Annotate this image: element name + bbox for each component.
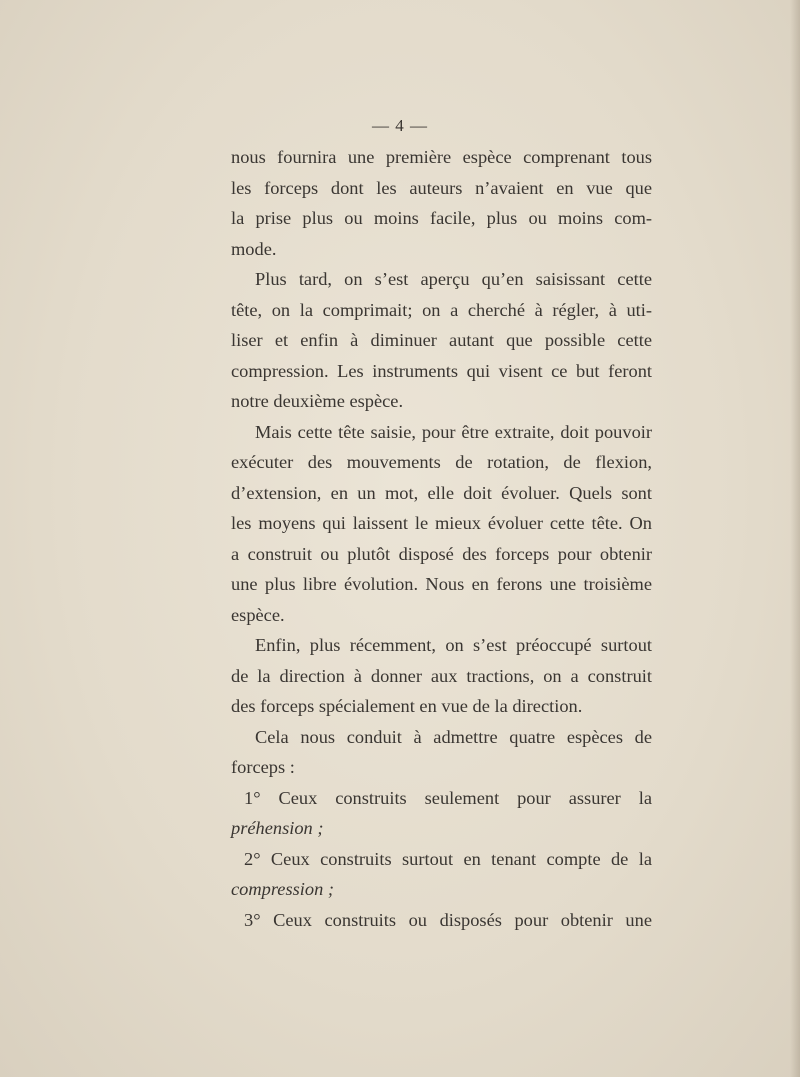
- text-line: les forceps dont les auteurs n’avaient en vue que: [231, 177, 652, 198]
- paragraph-start-line: Mais cette tête saisie, pour être extraite, doit pouvoir: [255, 421, 652, 442]
- text-line: une plus libre évolution. Nous en ferons une troisième: [231, 574, 652, 594]
- page-edge-shadow: [790, 0, 800, 1077]
- text-line: de la direction à donner aux tractions, on a construit: [231, 665, 652, 686]
- paragraph-start-line: Enfin, plus récemment, on s’est préoccupé surtout: [255, 635, 652, 655]
- paragraph-start-line: Cela nous conduit à admettre quatre espèces de: [255, 726, 652, 747]
- list-item-line: 1° Ceux construits seulement pour assurer la: [244, 787, 652, 808]
- italic-term-line: préhension ;: [231, 818, 324, 838]
- text-line: espèce.: [231, 604, 285, 625]
- paragraph-start-line: Plus tard, on s’est aperçu qu’en saisissant cette: [255, 269, 652, 289]
- text-line: liser et enfin à diminuer autant que possible cette: [231, 330, 652, 350]
- list-item-line: 3° Ceux construits ou disposés pour obtenir une: [244, 909, 652, 930]
- text-line: exécuter des mouvements de rotation, de flexion,: [231, 452, 652, 472]
- page-number: — 4 —: [372, 116, 428, 135]
- text-line: tête, on la comprimait; on a cherché à régler, à uti-: [231, 299, 652, 320]
- text-line: des forceps spécialement en vue de la direction.: [231, 696, 583, 716]
- text-line: notre deuxième espèce.: [231, 391, 404, 411]
- text-line: la prise plus ou moins facile, plus ou moins com-: [231, 208, 652, 228]
- text-line: mode.: [231, 238, 277, 259]
- text-line: forceps :: [231, 757, 295, 777]
- italic-term-line: compression ;: [231, 879, 335, 899]
- text-line: les moyens qui laissent le mieux évoluer cette tête. On: [231, 513, 652, 533]
- text-line: compression. Les instruments qui visent ce but feront: [231, 360, 652, 381]
- list-item-line: 2° Ceux construits surtout en tenant compte de la: [244, 848, 652, 869]
- text-line: a construit ou plutôt disposé des forceps pour obtenir: [231, 543, 652, 564]
- body-text: [231, 142, 652, 935]
- text-line: d’extension, en un mot, elle doit évoluer. Quels sont: [231, 482, 652, 503]
- text-line: nous fournira une première espèce comprenant tous: [231, 147, 652, 167]
